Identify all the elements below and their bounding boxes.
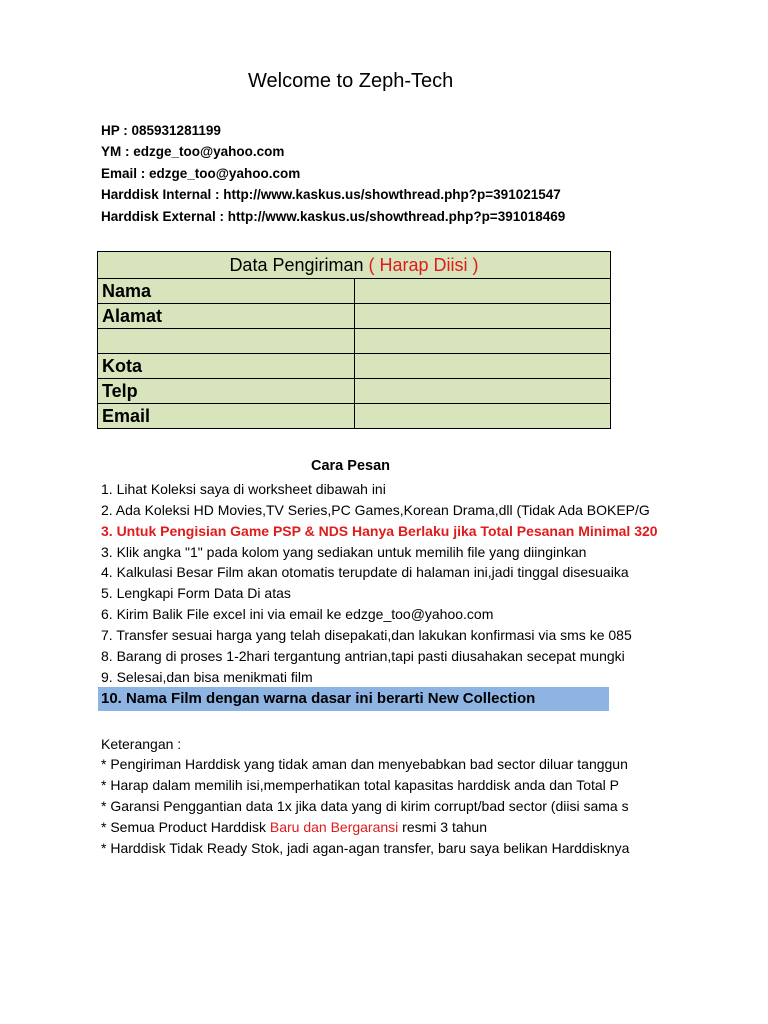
form-field-alamat-2[interactable] xyxy=(354,329,611,354)
harddisk-external-link[interactable]: Harddisk External : http://www.kaskus.us/showthread.php?p=391018469 xyxy=(101,209,566,224)
form-label-telp: Telp xyxy=(98,379,355,404)
form-field-email[interactable] xyxy=(354,404,611,429)
form-field-nama[interactable] xyxy=(354,279,611,304)
form-label-nama: Nama xyxy=(98,279,355,304)
step-7: 7. Transfer sesuai harga yang telah disepakati,dan lakukan konfirmasi via sms ke 085 xyxy=(101,627,632,643)
step-1: 1. Lihat Koleksi saya di worksheet dibawah ini xyxy=(101,481,386,497)
form-label-kota: Kota xyxy=(98,354,355,379)
note-4-highlight: Baru dan Bergaransi xyxy=(269,819,399,835)
form-field-telp[interactable] xyxy=(354,379,611,404)
new-collection-legend: 10. Nama Film dengan warna dasar ini berarti New Collection xyxy=(98,687,609,711)
note-4-tail: resmi 3 tahun xyxy=(398,819,487,835)
form-heading xyxy=(98,252,611,279)
form-label-alamat-2 xyxy=(98,329,355,354)
phone-info: HP : 085931281199 xyxy=(101,123,221,138)
form-field-kota[interactable] xyxy=(354,354,611,379)
form-label-email: Email xyxy=(98,404,355,429)
form-heading-text: Data Pengiriman xyxy=(229,255,364,275)
note-4-text: * Semua Product Harddisk xyxy=(101,819,270,835)
form-field-alamat[interactable] xyxy=(354,304,611,329)
note-1: * Pengiriman Harddisk yang tidak aman dan menyebabkan bad sector diluar tanggun xyxy=(101,756,628,772)
step-5: 5. Lengkapi Form Data Di atas xyxy=(101,585,291,601)
form-label-alamat: Alamat xyxy=(98,304,355,329)
step-9: 9. Selesai,dan bisa menikmati film xyxy=(101,669,313,685)
cara-pesan-title: Cara Pesan xyxy=(311,458,390,474)
note-5: * Harddisk Tidak Ready Stok, jadi agan-agan transfer, baru saya belikan Harddisknya xyxy=(101,840,630,856)
step-6: 6. Kirim Balik File excel ini via email ke edzge_too@yahoo.com xyxy=(101,606,494,622)
step-3-psp-nds: 3. Untuk Pengisian Game PSP & NDS Hanya Berlaku jika Total Pesanan Minimal 320 xyxy=(101,523,658,539)
form-heading-note: ( Harap Diisi ) xyxy=(368,255,479,275)
step-2: 2. Ada Koleksi HD Movies,TV Series,PC Games,Korean Drama,dll (Tidak Ada BOKEP/G xyxy=(101,502,650,518)
note-3: * Garansi Penggantian data 1x jika data yang di kirim corrupt/bad sector (diisi sama s xyxy=(101,798,629,814)
step-4: 4. Kalkulasi Besar Film akan otomatis terupdate di halaman ini,jadi tinggal disesuaika xyxy=(101,564,629,580)
shipping-form xyxy=(97,251,611,429)
step-3: 3. Klik angka "1" pada kolom yang sediakan untuk memilih file yang diinginkan xyxy=(101,544,587,560)
email-info: Email : edzge_too@yahoo.com xyxy=(101,166,301,181)
step-8: 8. Barang di proses 1-2hari tergantung antrian,tapi pasti diusahakan secepat mungki xyxy=(101,648,625,664)
ym-info: YM : edzge_too@yahoo.com xyxy=(101,144,285,159)
note-2: * Harap dalam memilih isi,memperhatikan total kapasitas harddisk anda dan Total P xyxy=(101,777,620,793)
keterangan-title: Keterangan : xyxy=(101,736,182,752)
note-4 xyxy=(101,819,660,835)
harddisk-internal-link[interactable]: Harddisk Internal : http://www.kaskus.us/showthread.php?p=391021547 xyxy=(101,187,561,202)
page-title: Welcome to Zeph-Tech xyxy=(248,70,454,92)
